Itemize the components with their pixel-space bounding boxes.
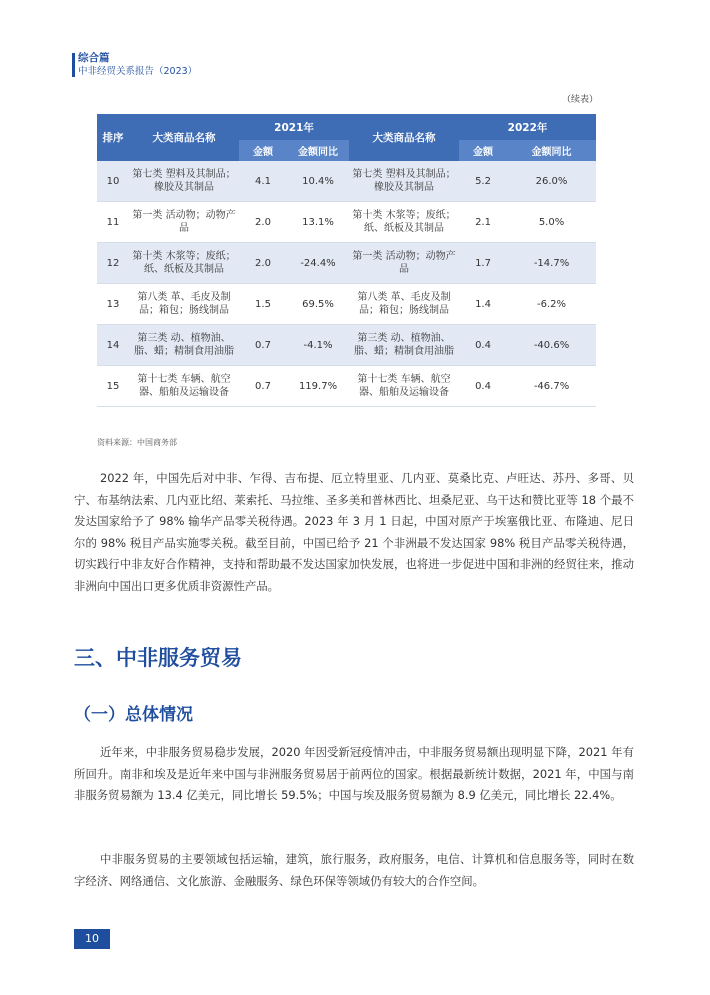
cell-yoy-2022: -46.7% xyxy=(507,366,596,407)
cell-yoy-2021: 69.5% xyxy=(287,284,349,325)
table-row xyxy=(97,284,596,325)
cell-category-2021: 第八类 革、毛皮及制品；箱包；肠线制品 xyxy=(129,284,239,325)
header-section-title: 综合篇 xyxy=(78,52,110,64)
header-rank: 排序 xyxy=(97,114,129,161)
cell-category-2021: 第十类 木浆等；废纸；纸、纸板及其制品 xyxy=(129,243,239,284)
cell-rank: 12 xyxy=(97,243,129,284)
header-yoy-2022: 金额同比 xyxy=(507,140,596,161)
cell-amount-2021: 2.0 xyxy=(239,243,287,284)
cell-amount-2021: 1.5 xyxy=(239,284,287,325)
table-row xyxy=(97,366,596,407)
cell-amount-2022: 1.7 xyxy=(459,243,507,284)
table-row xyxy=(97,243,596,284)
header-category-2021: 大类商品名称 xyxy=(129,114,239,161)
table-row xyxy=(97,325,596,366)
cell-yoy-2022: -40.6% xyxy=(507,325,596,366)
header-category-2022: 大类商品名称 xyxy=(349,114,459,161)
cell-amount-2021: 0.7 xyxy=(239,366,287,407)
section-title: 三、中非服务贸易 xyxy=(74,646,242,670)
commodity-table xyxy=(97,114,596,407)
table-row xyxy=(97,202,596,243)
cell-amount-2021: 4.1 xyxy=(239,161,287,202)
header-amount-2021: 金额 xyxy=(239,140,287,161)
header-year-2022: 2022年 xyxy=(459,114,596,140)
cell-rank: 13 xyxy=(97,284,129,325)
header-accent-bar xyxy=(72,53,75,77)
cell-category-2021: 第一类 活动物；动物产品 xyxy=(129,202,239,243)
table-continued-label: （续表） xyxy=(561,95,598,105)
cell-rank: 11 xyxy=(97,202,129,243)
cell-yoy-2022: 5.0% xyxy=(507,202,596,243)
cell-yoy-2021: -4.1% xyxy=(287,325,349,366)
cell-amount-2021: 0.7 xyxy=(239,325,287,366)
page-number: 10 xyxy=(74,929,110,949)
body-paragraph-overview: 近年来，中非服务贸易稳步发展，2020 年因受新冠疫情冲击，中非服务贸易额出现明显下降，2021 年有所回升。南非和埃及是近年来中国与非洲服务贸易居于前两位的国家。根据最新统计数据，2021 年，中国与南非服务贸易额为 13.4 亿美元，同比增长 59.5%；中国与埃及服务贸易额为 8.9 亿美元，同比增长 22.4%。 xyxy=(74,745,634,802)
cell-rank: 15 xyxy=(97,366,129,407)
running-header xyxy=(78,52,197,78)
header-year-2021: 2021年 xyxy=(239,114,349,140)
cell-yoy-2021: -24.4% xyxy=(287,243,349,284)
header-amount-2022: 金额 xyxy=(459,140,507,161)
cell-amount-2022: 1.4 xyxy=(459,284,507,325)
cell-amount-2021: 2.0 xyxy=(239,202,287,243)
cell-amount-2022: 0.4 xyxy=(459,325,507,366)
cell-amount-2022: 2.1 xyxy=(459,202,507,243)
header-yoy-2021: 金额同比 xyxy=(287,140,349,161)
cell-category-2022: 第三类 动、植物油、脂、蜡；精制食用油脂 xyxy=(349,325,459,366)
cell-yoy-2022: 26.0% xyxy=(507,161,596,202)
table-source-note: 资料来源：中国商务部 xyxy=(97,438,177,447)
cell-yoy-2021: 13.1% xyxy=(287,202,349,243)
cell-category-2021: 第七类 塑料及其制品；橡胶及其制品 xyxy=(129,161,239,202)
cell-category-2021: 第十七类 车辆、航空器、船舶及运输设备 xyxy=(129,366,239,407)
header-report-title: 中非经贸关系报告（2023） xyxy=(78,66,198,77)
cell-amount-2022: 0.4 xyxy=(459,366,507,407)
cell-category-2022: 第一类 活动物；动物产品 xyxy=(349,243,459,284)
cell-category-2022: 第十类 木浆等；废纸；纸、纸板及其制品 xyxy=(349,202,459,243)
body-paragraph-fields: 中非服务贸易的主要领域包括运输，建筑，旅行服务，政府服务，电信、计算机和信息服务等，同时在数字经济、网络通信、文化旅游、金融服务、绿色环保等领域仍有较大的合作空间。 xyxy=(74,852,634,888)
cell-rank: 10 xyxy=(97,161,129,202)
cell-category-2021: 第三类 动、植物油、脂、蜡；精制食用油脂 xyxy=(129,325,239,366)
cell-yoy-2022: -6.2% xyxy=(507,284,596,325)
cell-category-2022: 第八类 革、毛皮及制品；箱包；肠线制品 xyxy=(349,284,459,325)
cell-rank: 14 xyxy=(97,325,129,366)
body-paragraph-tariff: 2022 年，中国先后对中非、乍得、吉布提、厄立特里亚、几内亚、莫桑比克、卢旺达、苏丹、多哥、贝宁、布基纳法索、几内亚比绍、莱索托、马拉维、圣多美和普林西比、坦桑尼亚、乌干达和赞比亚等 18 个最不发达国家给予了 98% 输华产品零关税待遇。2023 年 3 月 1 日起，中国对原产于埃塞俄比亚、布隆迪、尼日尔的 98% 税目产品实施零关税。截至目前，中国已给予 21 个非洲最不发达国家 98% 税目产品零关税待遇，切实践行中非友好合作精神，支持和帮助最不发达国家加快发展，也将进一步促进中国和非洲的经贸往来，推动非洲向中国出口更多优质非资源性产品。 xyxy=(74,471,634,593)
subsection-title: （一）总体情况 xyxy=(74,705,193,725)
cell-yoy-2021: 10.4% xyxy=(287,161,349,202)
cell-yoy-2022: -14.7% xyxy=(507,243,596,284)
cell-yoy-2021: 119.7% xyxy=(287,366,349,407)
cell-amount-2022: 5.2 xyxy=(459,161,507,202)
table-row xyxy=(97,161,596,202)
cell-category-2022: 第七类 塑料及其制品；橡胶及其制品 xyxy=(349,161,459,202)
cell-category-2022: 第十七类 车辆、航空器、船舶及运输设备 xyxy=(349,366,459,407)
